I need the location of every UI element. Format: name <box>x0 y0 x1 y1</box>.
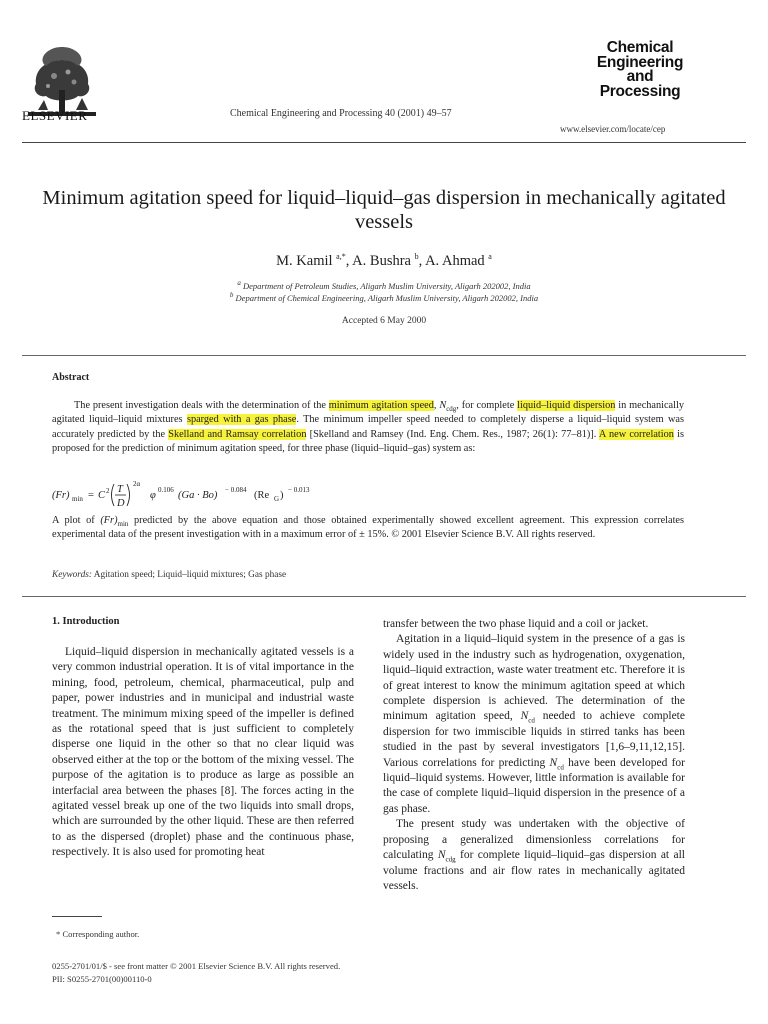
eq-lhs-sub: min <box>72 495 83 503</box>
eq-c-exp: 2 <box>106 487 110 495</box>
eq-ratio-den: D <box>117 498 125 509</box>
author-list: M. Kamil $^{a,*}$, A. Bushra $^b$, A. Ahmad $^a$ <box>276 252 492 269</box>
eq-re-term: (Re <box>254 490 270 501</box>
author-affiliation-marker: a <box>488 252 492 262</box>
highlighted-phrase: Skelland and Ramsay correlation <box>168 428 307 440</box>
article-title: Minimum agitation speed for liquid–liquid–gas dispersion in mechanically agitated vessels <box>42 187 726 233</box>
keywords-label: Keywords: <box>52 570 92 580</box>
publisher-name: ELSEVIER <box>22 108 88 123</box>
abstract-heading: Abstract <box>52 372 90 383</box>
brand-line: Chemical <box>606 39 674 56</box>
affiliation-line: $^a$ Department of Petroleum Studies, Aligarh Muslim University, Aligarh 202002, India <box>237 279 531 291</box>
abstract-divider <box>22 596 746 597</box>
title-divider <box>22 355 746 356</box>
brand-line: Engineering <box>596 53 684 71</box>
author-affiliation-marker: b <box>414 252 419 262</box>
eq-ga-exp: − 0.084 <box>225 486 247 494</box>
pii-line: PII: S0255-2701(00)00110-0 <box>52 973 152 984</box>
highlighted-phrase: sparged with a gas phase <box>186 414 297 426</box>
footnote-divider <box>52 916 102 917</box>
brand-line: and <box>626 68 654 85</box>
journal-reference: Chemical Engineering and Processing 40 (2001) 49–57 <box>230 108 452 119</box>
author-name: A. Bushra <box>352 253 411 269</box>
eq-ratio-exp: 2α <box>133 480 141 488</box>
correlation-equation <box>52 478 452 512</box>
highlighted-phrase: liquid–liquid dispersion <box>517 400 616 411</box>
abstract-paragraph: A plot of $(Fr)_{min}$ predicted by the above equation and those obtained experimentally showed excellent agreement. This expression correlates experimental data of the present investigation with in a maximum error of ± 15%. © 2001 Elsevier Science B.V. All rights reserved. <box>52 515 685 541</box>
eq-lhs: (Fr) <box>52 490 70 501</box>
svg-text:): ) <box>280 490 284 501</box>
footnote: * Corresponding author. <box>56 929 140 939</box>
eq-re-exp: − 0.013 <box>288 486 310 494</box>
svg-text:C: C <box>98 490 106 501</box>
journal-url-link[interactable]: www.elsevier.com/locate/cep <box>560 124 666 134</box>
brand-line: Processing <box>599 82 681 100</box>
page-footer <box>52 960 340 985</box>
author-name: M. Kamil <box>276 253 333 269</box>
eq-ga-term: (Ga · Bo) <box>178 490 218 501</box>
journal-brand-logo <box>580 41 700 99</box>
accepted-date: Accepted 6 May 2000 <box>341 316 427 326</box>
section-heading: 1. Introduction <box>52 616 120 627</box>
author-name: A. Ahmad <box>425 253 485 269</box>
affiliation-line: $^b$ Department of Chemical Engineering, Aligarh Muslim University, Aligarh 202002, India <box>229 291 539 303</box>
body-paragraph: The present study was undertaken with the objective of proposing a generalized dimensionless correlations for calculating $N_{cdg}$ for complete liquid–liquid–gas dispersion at all volume fractions and air flow rates in mechanically agitated vessels. <box>383 818 685 892</box>
eq-phi-exp: 0.106 <box>158 486 174 494</box>
eq-ratio-num: T <box>117 484 123 495</box>
right-column-text <box>383 617 685 894</box>
highlighted-phrase: minimum agitation speed <box>328 400 434 411</box>
header-divider <box>22 142 746 143</box>
left-column-text: Liquid–liquid dispersion in mechanically agitated vessels is a very common industrial operation. It is of vital importance in the mining, food, petroleum, chemical, pharmaceutical, pulp and paper, power industries and in municipal and industrial waste treatment. The minimum mixing speed of the impeller is defined as the rotational speed that is just sufficient to completely disperse one liquid in the other so that no clear liquid was observed either at the top or the bottom of the mixing vessel. The purpose of the agitation is to produce as large as possible an interfacial area between the phases [8]. The forces acting in the agitated vessel break up one of the two liquids into small drops, which are surrounded by the other liquid. These are then referred to as the dispersed (droplet) phase and the continuous phase, respectively. It is also used for promoting heat <box>52 646 354 859</box>
author-affiliation-marker: a,* <box>336 252 346 262</box>
svg-text:φ: φ <box>150 490 156 501</box>
body-paragraph: transfer between the two phase liquid and a coil or jacket. <box>383 618 649 630</box>
eq-re-sub: G <box>274 495 280 503</box>
keywords <box>52 570 286 580</box>
body-paragraph: Agitation in a liquid–liquid system in the presence of a gas is widely used in the industry such as hydrogenation, oxygenation, liquid–liquid extraction, waste water treatment etc. Therefore it is of great interest to know the minimum agitation speed at which complete dispersion is achieved. The determination of the minimum agitation speed, $N_{cd}$ needed to achieve complete dispersion for two immiscible liquids in stirred tanks has been studied in the past by several investigators [1,6–9,11,12,15]. Various correlations for predicting $N_{cd}$ have been developed for liquid–liquid systems. However, little information is available for the case of complete liquid–liquid dispersion in the presence of a gas phase. <box>383 633 685 815</box>
highlighted-phrase: A new correlation <box>598 428 674 440</box>
keywords-list: Agitation speed; Liquid–liquid mixtures; Gas phase <box>93 570 287 580</box>
affiliations <box>40 280 728 304</box>
svg-text:=: = <box>88 490 94 501</box>
abstract-paragraph: The present investigation deals with the determination of the minimum agitation speed, $N_{cdg}$, for complete liquid–liquid dispersion in mechanically agitated liquid–liquid mixtures sparged with a gas phase. The minimum impeller speed needed to completely disperse a liquid–liquid system was accurately predicted by the Skelland and Ramsay correlation [Skelland and Ramsey (Ind. Eng. Chem. Res., 1987; 26(1): 77–81)]. A new correlation is proposed for the prediction of minimum agitation speed, for three phase (liquid–liquid–gas) system as: <box>52 400 684 455</box>
equation-graphic <box>52 478 452 512</box>
copyright-line: 0255-2701/01/$ - see front matter © 2001 Elsevier Science B.V. All rights reserved. <box>52 961 341 971</box>
elsevier-tree-logo <box>24 40 100 118</box>
